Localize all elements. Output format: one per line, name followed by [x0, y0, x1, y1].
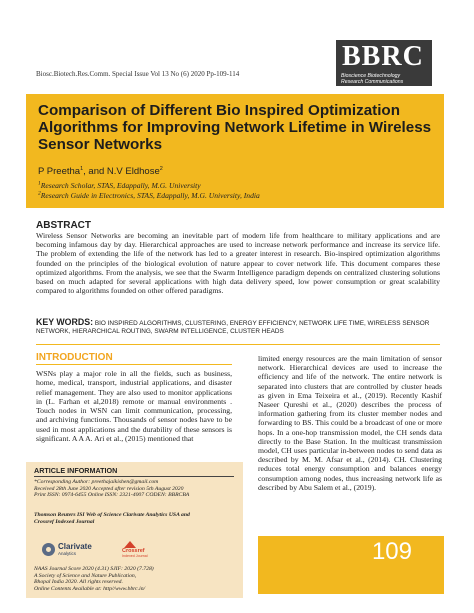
title-banner	[26, 94, 444, 208]
affiliation-2-text: Research Guide in Electronics, STAS, Edappally, M.G. University, India	[40, 191, 260, 200]
keywords-label: KEY WORDS:	[36, 317, 94, 327]
author-2: N.V Eldhose	[106, 166, 160, 177]
journal-citation: Biosc.Biotech.Res.Comm. Special Issue Vol 13 No (6) 2020 Pp-109-114	[36, 70, 240, 78]
clarivate-logo-name: Clarivate	[58, 542, 92, 551]
publisher-place: Bhopal India 2020. All rights reserved.	[34, 579, 123, 586]
article-info-box	[26, 462, 243, 598]
author-1: P Preetha	[38, 166, 81, 177]
affiliation-1-mark: 1	[38, 180, 41, 187]
indexing-statement	[34, 512, 239, 525]
introduction-right-column: limited energy resources are the main limitation of sensor network. Hierarchical devices are used to increase the efficiency and life of the network. The entire network is separated into clusters that are controlled by cluster heads as given in Ema Teixeira et al., (2019). Recently Kashif Naseer Qureshi et al., (2020) describes the process of information gathering from its cluster member nodes and forwarding to BS. This could be a broadcast of one or more hops. In a one-hop transmission model, the CH sends data directly to the Base Station. In the multicast transmission model, CH uses particular in-between nodes to send data as described by M. M. Afsar et al., (2014). CH. Clustering reduces total energy consumption and balances energy consumption among nodes, thus increasing network life as described by Abu Salem et al., (2019).	[258, 354, 442, 492]
clarivate-logo	[42, 542, 114, 558]
crossref-logo	[122, 541, 150, 559]
logo-text: BBRC	[342, 41, 424, 72]
indexing-line-1: Thomson Reuters ISI Web of Science Clarivate Analytics USA and	[34, 512, 190, 518]
introduction-underline	[36, 364, 232, 365]
introduction-heading: INTRODUCTION	[36, 352, 113, 363]
crossref-logo-tag: Indexed Journal	[122, 554, 148, 558]
author-1-affiliation-mark: 1	[80, 165, 84, 172]
author-separator: , and	[83, 166, 107, 177]
abstract-heading: ABSTRACT	[36, 220, 91, 231]
affiliation-1-text: Research Scholar, STAS, Edappally, M.G. University	[40, 181, 201, 190]
clarivate-logo-tag: Analytics	[58, 551, 77, 556]
crossref-logo-name: Crossref	[122, 548, 145, 554]
corresponding-author: *Corresponding Author: preethajaikishen@gmail.com	[34, 479, 159, 485]
article-title: Comparison of Different Bio Inspired Optimization Algorithms for Improving Network Lifetime in Wireless Sensor Networks	[38, 102, 432, 153]
crossref-logo-icon	[124, 541, 136, 548]
clarivate-logo-icon	[42, 543, 55, 556]
abstract-text: Wireless Sensor Networks are becoming an inevitable part of modern life from healthcare to military applications and are becoming infamous day by day. Hierarchical approaches are used to increase network performance and increase its service life. The problem of extending the life of the network has led to a greater interest in research. Bio-inspired optimization algorithms founded on the principles of the biological evolution of nature appear to cover network life. This document compares these optimized algorithms. From the analysis, we see that the Swarm Intelligence paradigm depends on centralized clustering solutions based on much adapted for several applications with high data delivery speed, low power consumption or great scalability compared to algorithms founded on other offered paradigms.	[36, 231, 440, 296]
page-number-box	[258, 536, 444, 594]
article-info-correspondence	[34, 479, 239, 499]
page-number: 109	[371, 538, 412, 565]
introduction-left-column: WSNs play a major role in all the fields, such as business, home, medical, transport, industrial applications, and disaster relief management. They are also used to monitor applications in (L. Farhan et al,2018) remote or manual environments . Touch nodes in WSN can limit communication, processing, and archiving functions. Thousands of sensor nodes have to be used in most applications and the durability of these sensors is significant. A A A. Ari et al., (2015) mentioned that	[36, 369, 232, 444]
publisher-society: A Society of Science and Nature Publication,	[34, 572, 137, 579]
issn-line: Print ISSN: 0974-6455 Online ISSN: 2321-4007 CODEN: BBRCBA	[34, 492, 190, 499]
journal-logo	[336, 40, 432, 86]
logo-subtitle	[341, 73, 403, 85]
online-contents: Online Contents Available at: http//www.bbrc.in/	[34, 586, 146, 593]
affiliation-2-mark: 2	[38, 190, 41, 197]
article-info-heading: ARTICLE INFORMATION	[34, 466, 118, 475]
affiliation-1	[38, 181, 201, 190]
section-divider	[36, 344, 440, 345]
affiliation-2	[38, 191, 260, 200]
publication-details	[34, 566, 239, 593]
indexing-line-2: Crossref Indexed Journal	[34, 518, 95, 525]
article-info-rule	[34, 476, 234, 477]
logo-subtitle-line2: Research Communications	[341, 79, 404, 85]
author-2-affiliation-mark: 2	[159, 165, 163, 172]
naas-score: NAAS Journal Score 2020 (4.31) SJIF: 2020 (7.728)	[34, 566, 154, 572]
keywords	[36, 318, 440, 337]
author-line	[38, 166, 163, 177]
received-dates: Received 28th June 2020 Accepted after revision 5th August 2020	[34, 485, 184, 492]
keywords-text: BIO INSPIRED ALGORITHMS, CLUSTERING, ENERGY EFFICIENCY, NETWORK LIFE TIME, WIRELESS SENSOR NETWORK, HIERARCHICAL ROUTING, SWARM INTELLIGENCE, CLUSTER HEADS	[36, 320, 430, 336]
logo-subtitle-line1: Bioscience Biotechnology	[341, 73, 401, 79]
